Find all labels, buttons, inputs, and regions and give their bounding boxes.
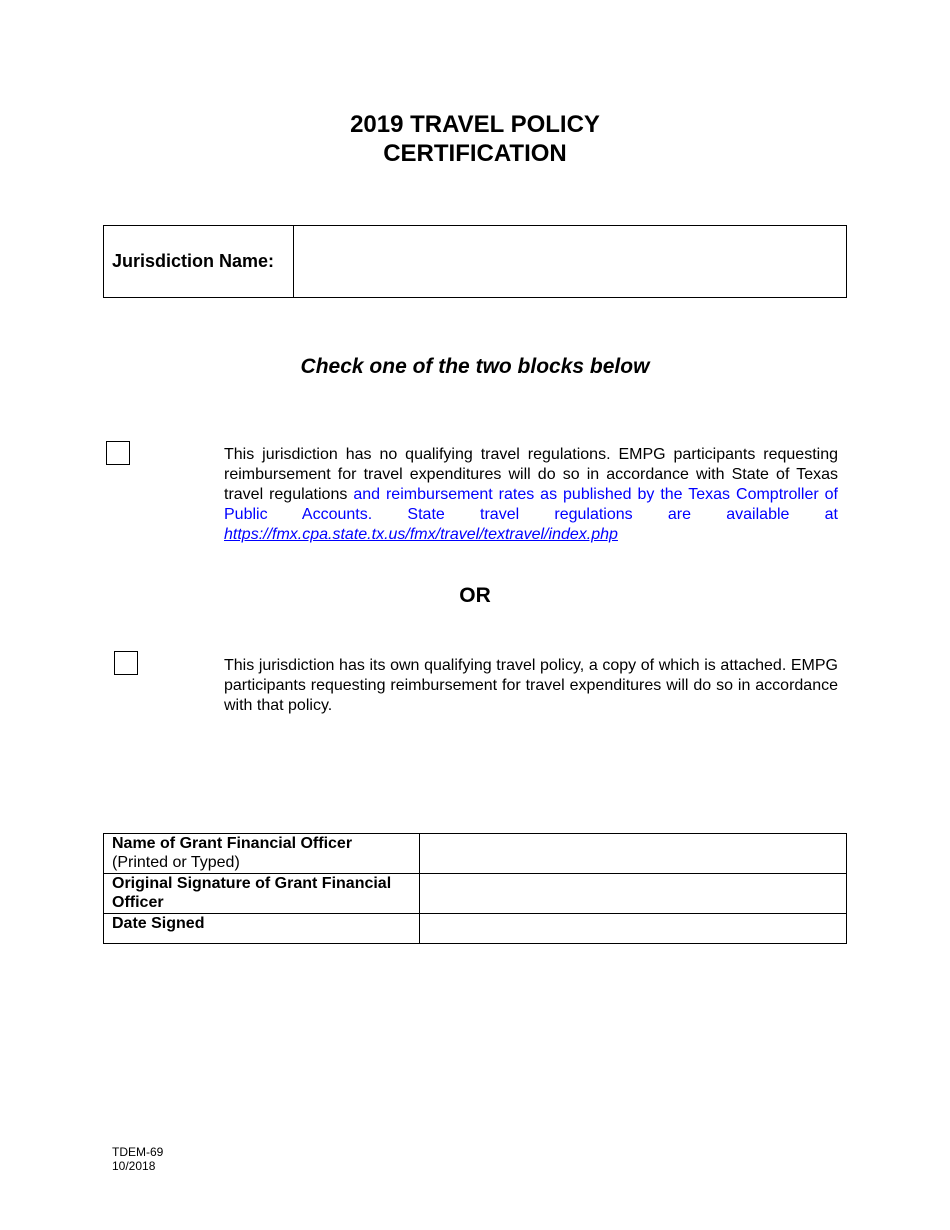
option1-text-blue: and reimbursement rates as published by the Texas Comptroller of Public Accounts. State travel regulations are available at <box>224 486 838 523</box>
table-row <box>104 834 847 874</box>
instruction-heading: Check one of the two blocks below <box>300 355 650 378</box>
officer-name-label-text: Name of Grant Financial Officer <box>112 835 353 852</box>
form-footer <box>112 1145 163 1173</box>
title-line-1: 2019 TRAVEL POLICY <box>350 111 600 138</box>
page-title <box>0 110 950 168</box>
option1-text-black: This jurisdiction has no qualifying travel regulations. EMPG participants requesting reimbursement for travel expenditures will do so in accordance with State of Texas travel regulations <box>224 446 838 503</box>
travel-regulations-link[interactable]: https://fmx.cpa.state.tx.us/fmx/travel/textravel/index.php <box>224 526 618 543</box>
option1-text <box>224 445 838 545</box>
option1-checkbox[interactable] <box>106 441 130 465</box>
jurisdiction-label: Jurisdiction Name: <box>104 226 294 297</box>
signature-label: Original Signature of Grant Financial Officer <box>104 874 420 914</box>
option2-checkbox[interactable] <box>114 651 138 675</box>
table-row <box>104 914 847 944</box>
table-row <box>104 874 847 914</box>
officer-name-label <box>104 834 420 874</box>
date-signed-field[interactable] <box>420 914 847 944</box>
or-divider: OR <box>459 584 491 607</box>
jurisdiction-table <box>103 225 847 298</box>
jurisdiction-name-field[interactable] <box>294 226 846 297</box>
form-id: TDEM-69 <box>112 1145 164 1159</box>
signature-table <box>103 833 847 944</box>
officer-name-field[interactable] <box>420 834 847 874</box>
title-line-2: CERTIFICATION <box>383 140 567 167</box>
signature-field[interactable] <box>420 874 847 914</box>
date-signed-label: Date Signed <box>104 914 420 944</box>
form-revision-date: 10/2018 <box>112 1159 156 1173</box>
option2-text: This jurisdiction has its own qualifying travel policy, a copy of which is attached. EMPG participants requesting reimbursement for travel expenditures will do so in accordance with that policy. <box>224 657 838 714</box>
officer-name-sublabel: (Printed or Typed) <box>112 854 240 871</box>
